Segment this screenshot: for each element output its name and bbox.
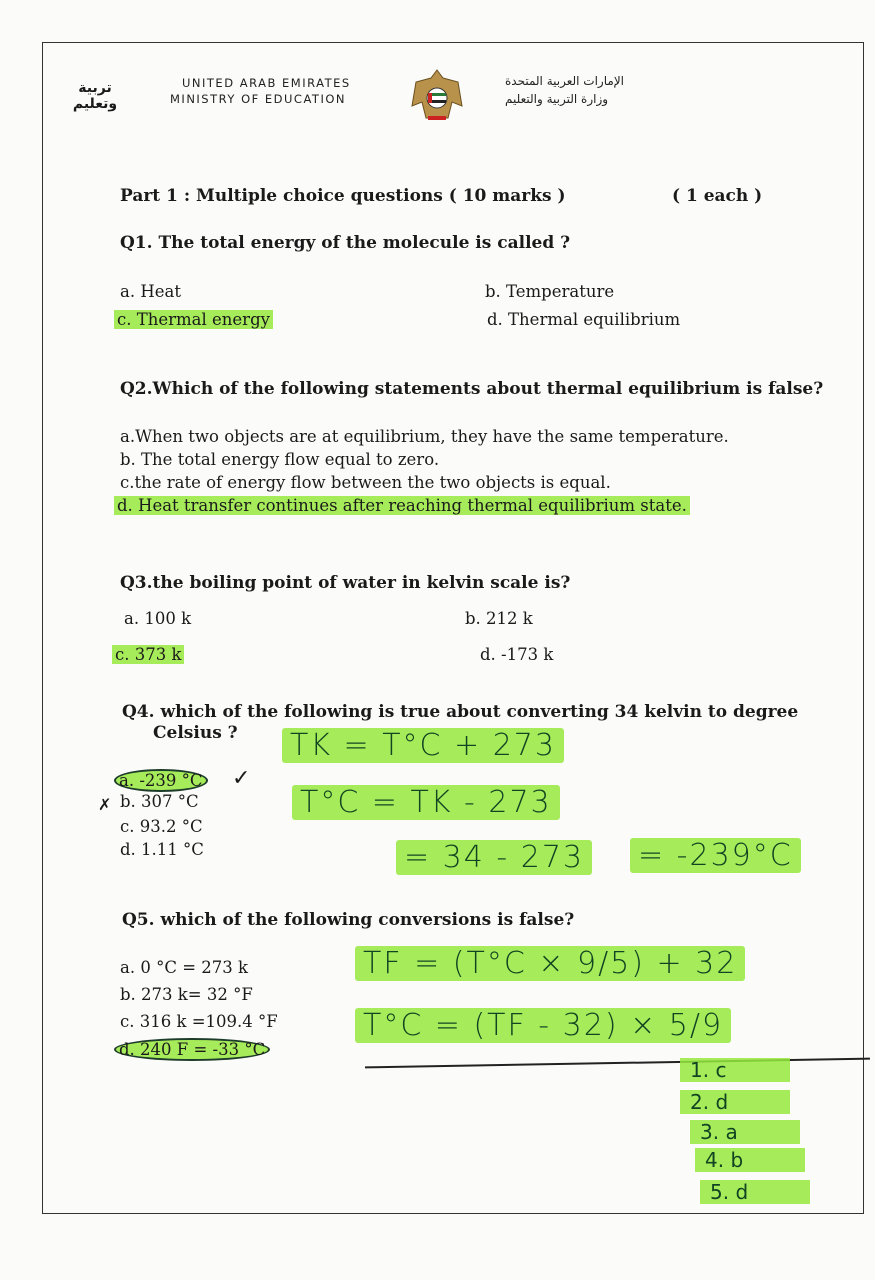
q4-option-b: b. 307 °C (120, 792, 199, 811)
q5-formula-1: TF = (T°C × 9/5) + 32 (355, 946, 745, 981)
q5-option-a: a. 0 °C = 273 k (120, 958, 248, 977)
q4-formula-2: T°C = TK - 273 (292, 785, 560, 820)
checkmark-icon: ✓ (232, 766, 251, 791)
header-ar-ministry: وزارة التربية والتعليم (505, 92, 609, 106)
q1-option-a: a. Heat (120, 282, 181, 301)
q4-option-c: c. 93.2 °C (120, 817, 203, 836)
q2-text: Q2.Which of the following statements about thermal equilibrium is false? (120, 379, 824, 399)
q1-option-c-selected: c. Thermal energy (114, 310, 273, 329)
q3-text: Q3.the boiling point of water in kelvin scale is? (120, 573, 571, 593)
cross-mark-icon: ✗ (98, 795, 112, 814)
part-marks-each: ( 1 each ) (672, 186, 763, 206)
q3-option-c-selected: c. 373 k (112, 645, 184, 664)
q1-text: Q1. The total energy of the molecule is called ? (120, 233, 571, 253)
answer-key-2: 2. d (680, 1090, 790, 1114)
q5-option-b: b. 273 k= 32 °F (120, 985, 253, 1004)
q5-text: Q5. which of the following conversions is false? (122, 910, 575, 930)
header-ar-country: الإمارات العربية المتحدة (505, 74, 624, 88)
header-country: UNITED ARAB EMIRATES (182, 76, 351, 90)
part-title: Part 1 : Multiple choice questions ( 10 marks ) (120, 186, 566, 206)
q2-option-c: c.the rate of energy flow between the two objects is equal. (120, 473, 611, 492)
q1-option-b: b. Temperature (485, 282, 615, 301)
uae-emblem-icon (408, 66, 466, 124)
answer-key-4: 4. b (695, 1148, 805, 1172)
q3-option-d: d. -173 k (480, 645, 554, 664)
q5-option-d-selected: d. 240 F = -33 °C (114, 1038, 270, 1061)
header-ministry: MINISTRY OF EDUCATION (170, 92, 347, 106)
q2-option-d-selected: d. Heat transfer continues after reaching thermal equilibrium state. (114, 496, 690, 515)
q4-text-cont: Celsius ? (153, 723, 238, 743)
q4-text: Q4. which of the following is true about converting 34 kelvin to degree (122, 702, 799, 722)
q4-formula-1: TK = T°C + 273 (282, 728, 564, 763)
answer-key-5: 5. d (700, 1180, 810, 1204)
q2-option-b: b. The total energy flow equal to zero. (120, 450, 440, 469)
q3-option-a: a. 100 k (124, 609, 192, 628)
q5-option-c: c. 316 k =109.4 °F (120, 1012, 278, 1031)
q4-option-a-selected: a. -239 °C (114, 769, 208, 792)
q1-option-d: d. Thermal equilibrium (487, 310, 681, 329)
q5-formula-2: T°C = (TF - 32) × 5/9 (355, 1008, 731, 1043)
moe-logo-text: تربية وتعليم (72, 80, 118, 112)
q4-calc-result: = -239°C (630, 838, 801, 873)
answer-key-1: 1. c (680, 1058, 790, 1082)
answer-key-3: 3. a (690, 1120, 800, 1144)
q3-option-b: b. 212 k (465, 609, 533, 628)
q2-option-a: a.When two objects are at equilibrium, they have the same temperature. (120, 427, 729, 446)
q4-calc-1: = 34 - 273 (396, 840, 592, 875)
q4-option-d: d. 1.11 °C (120, 840, 204, 859)
